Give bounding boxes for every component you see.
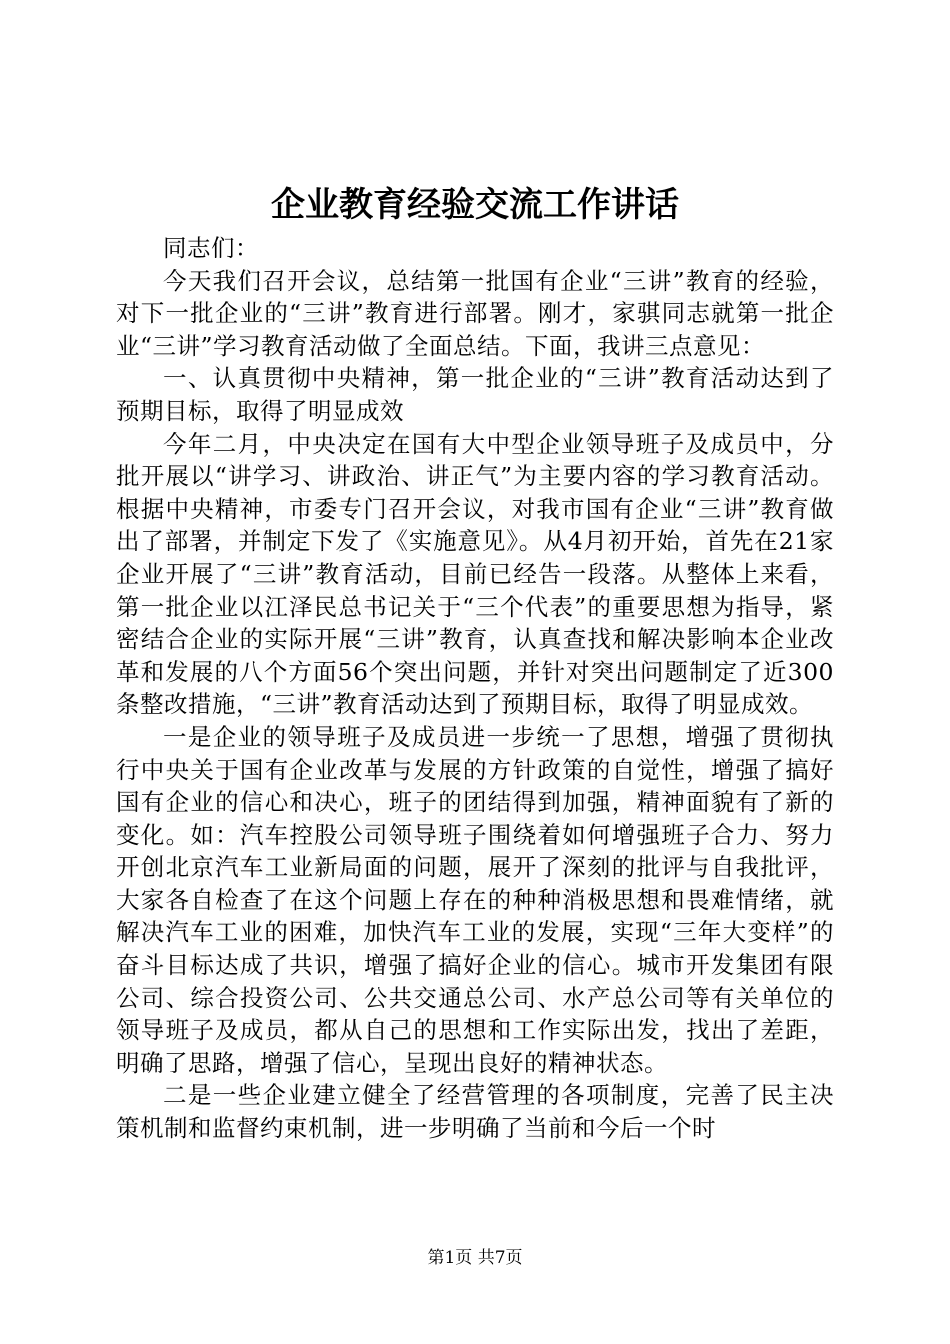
salutation-paragraph: 同志们：: [163, 234, 259, 262]
intro-paragraph: 今天我们召开会议，总结第一批国有企业“三讲”教育的经验，对下一批企业的“三讲”教育进行部署。刚才，家骐同志就第一批企业“三讲”学习教育活动做了全面总结。下面，我讲三点意见：: [116, 266, 834, 360]
page-footer: 第1页 共7页: [427, 1248, 523, 1268]
body-paragraph: 二是一些企业建立健全了经营管理的各项制度，完善了民主决策机制和监督约束机制，进一步明确了当前和今后一个时: [116, 1081, 834, 1143]
body-paragraph: 一是企业的领导班子及成员进一步统一了思想，增强了贯彻执行中央关于国有企业改革与发展的方针政策的自觉性，增强了搞好国有企业的信心和决心，班子的团结得到加强，精神面貌有了新的变化。如：汽车控股公司领导班子围绕着如何增强班子合力、努力开创北京汽车工业新局面的问题，展开了深刻的批评与自我批评，大家各自检查了在这个问题上存在的种种消极思想和畏难情绪，就解决汽车工业的困难，加快汽车工业的发展，实现“三年大变样”的奋斗目标达成了共识，增强了搞好企业的信心。城市开发集团有限公司、综合投资公司、公共交通总公司、水产总公司等有关单位的领导班子及成员，都从自己的思想和工作实际出发，找出了差距，明确了思路，增强了信心，呈现出良好的精神状态。: [116, 722, 834, 1077]
document-body: [116, 232, 834, 1145]
section-heading-1: 一、认真贯彻中央精神，第一批企业的“三讲”教育活动达到了预期目标，取得了明显成效: [116, 364, 834, 425]
body-paragraph: 今年二月，中央决定在国有大中型企业领导班子及成员中，分批开展以“讲学习、讲政治、讲正气”为主要内容的学习教育活动。根据中央精神，市委专门召开会议，对我市国有企业“三讲”教育做出了部署，并制定下发了《实施意见》。从4月初开始，首先在21家企业开展了“三讲”教育活动，目前已经告一段落。从整体上来看，第一批企业以江泽民总书记关于“三个代表”的重要思想为指导，紧密结合企业的实际开展“三讲”教育，认真查找和解决影响本企业改革和发展的八个方面56个突出问题，并针对突出问题制定了近300条整改措施，“三讲”教育活动达到了预期目标，取得了明显成效。: [116, 429, 834, 719]
document-title: 企业教育经验交流工作讲话: [271, 185, 679, 225]
